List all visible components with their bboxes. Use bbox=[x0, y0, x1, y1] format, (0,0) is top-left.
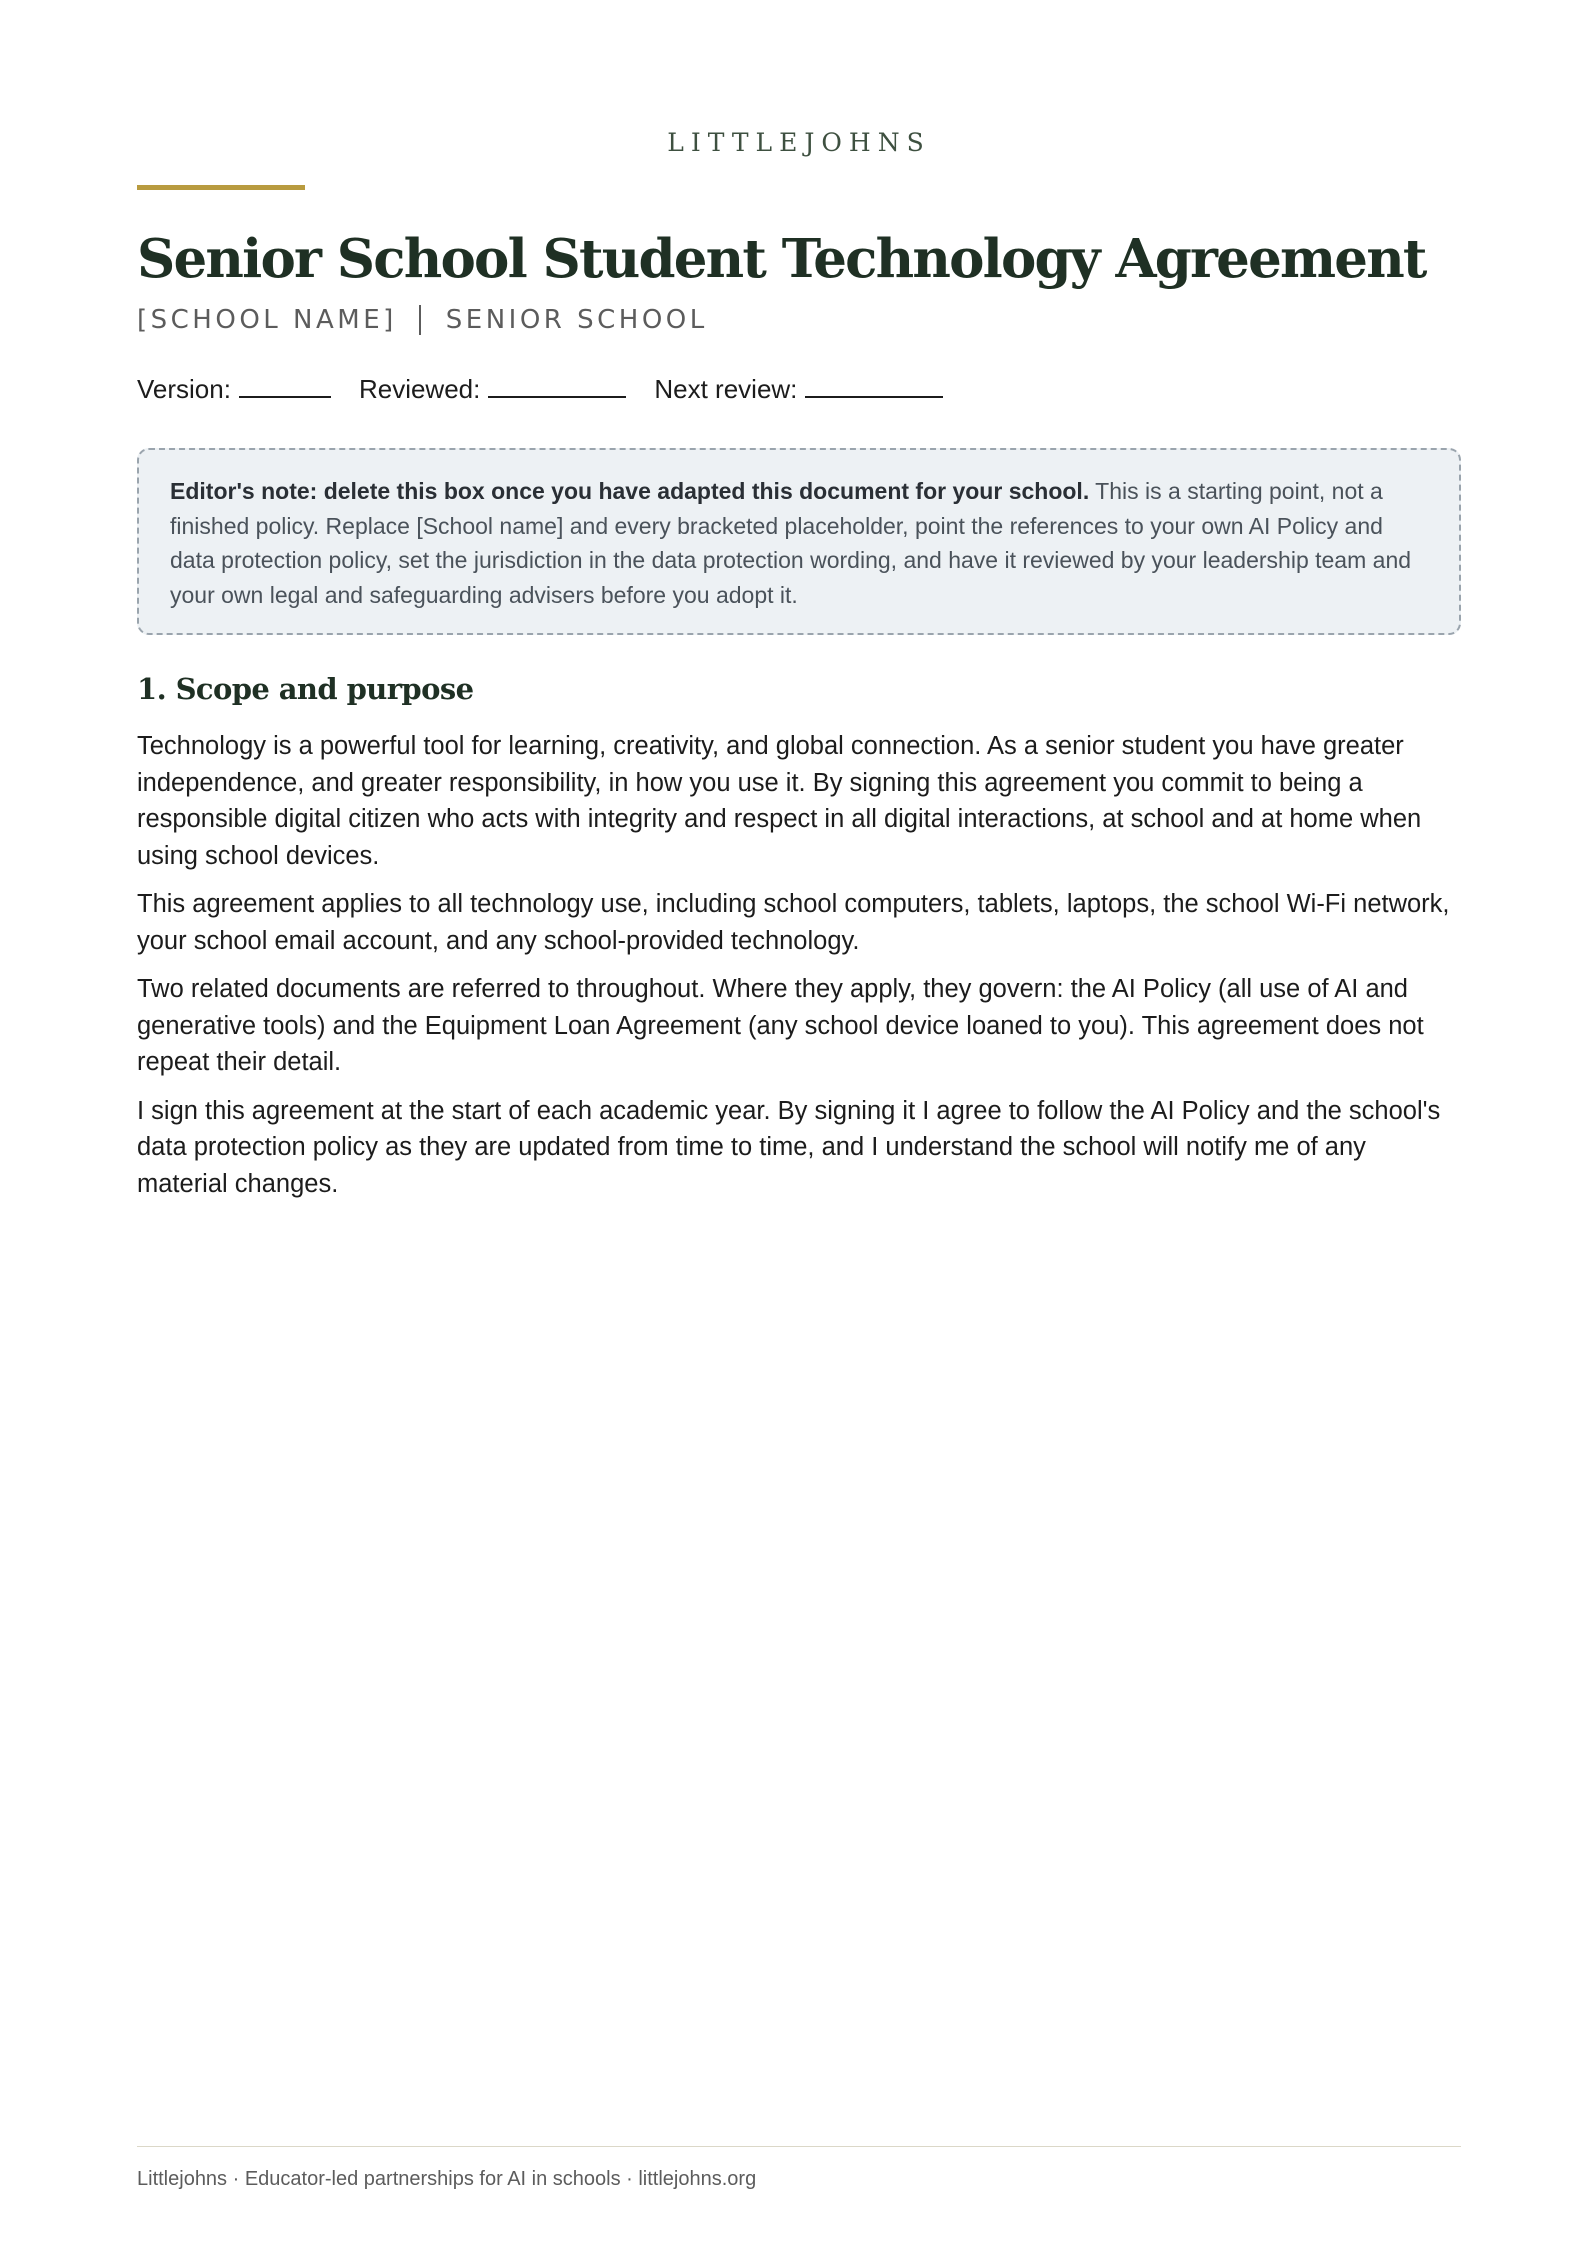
paragraph: I sign this agreement at the start of each academic year. By signing it I agree to follow the AI Policy and the school's data protection policy as they are updated from time to time, and I understand the school will notify me of any material changes. bbox=[137, 1096, 1441, 1198]
page-footer: Littlejohns · Educator-led partnerships for AI in schools · littlejohns.org bbox=[137, 2168, 757, 2190]
school-name-placeholder: [SCHOOL NAME] bbox=[137, 305, 397, 335]
paragraph: Technology is a powerful tool for learning, creativity, and global connection. As a senior student you have greater independence, and greater responsibility, in how you use it. By signing this agreement you commit to being a responsible digital citizen who acts with integrity and respect in all digital interactions, at school and at home when using school devices. bbox=[137, 732, 1422, 870]
next-review-label: Next review: bbox=[654, 374, 798, 404]
editor-note-heading: Editor's note: delete this box once you have adapted this document for your school. bbox=[170, 478, 1090, 504]
editor-note-text: This is a starting point, not a finished policy. Replace [School name] and every bracketed placeholder, point the references to your own AI Policy and data protection policy, set the jurisdiction in the data protection wording, and have it reviewed by your leadership team and your own legal and safeguarding advisers before you adopt it. bbox=[170, 478, 1412, 608]
footer-divider bbox=[137, 2146, 1461, 2147]
version-blank bbox=[239, 372, 331, 398]
paragraph: Two related documents are referred to throughout. Where they apply, they govern: the AI Policy (all use of AI and generative tools) and the Equipment Loan Agreement (any school device loaned to you). This agreement does not repeat their detail. bbox=[137, 975, 1424, 1076]
next-review-blank bbox=[805, 372, 943, 398]
brand-wordmark: LITTLEJOHNS bbox=[667, 128, 931, 157]
accent-rule bbox=[137, 185, 305, 190]
paragraph: This agreement applies to all technology use, including school computers, tablets, laptops, the school Wi-Fi network, your school email account, and any school-provided technology. bbox=[137, 890, 1450, 955]
section-body bbox=[137, 728, 1461, 1214]
next-review-field bbox=[654, 372, 943, 405]
editor-note-box bbox=[137, 448, 1461, 635]
document-meta bbox=[137, 372, 971, 405]
document-subtitle bbox=[137, 305, 708, 335]
version-label: Version: bbox=[137, 374, 231, 404]
reviewed-field bbox=[359, 372, 626, 405]
subtitle-divider bbox=[419, 305, 421, 335]
reviewed-label: Reviewed: bbox=[358, 374, 481, 404]
version-field bbox=[137, 372, 331, 405]
document-page bbox=[137, 0, 1461, 2246]
division-label: SENIOR SCHOOL bbox=[445, 305, 708, 335]
reviewed-blank bbox=[488, 372, 626, 398]
section-heading: 1. Scope and purpose bbox=[137, 672, 474, 706]
document-title: Senior School Student Technology Agreement bbox=[137, 228, 1426, 290]
